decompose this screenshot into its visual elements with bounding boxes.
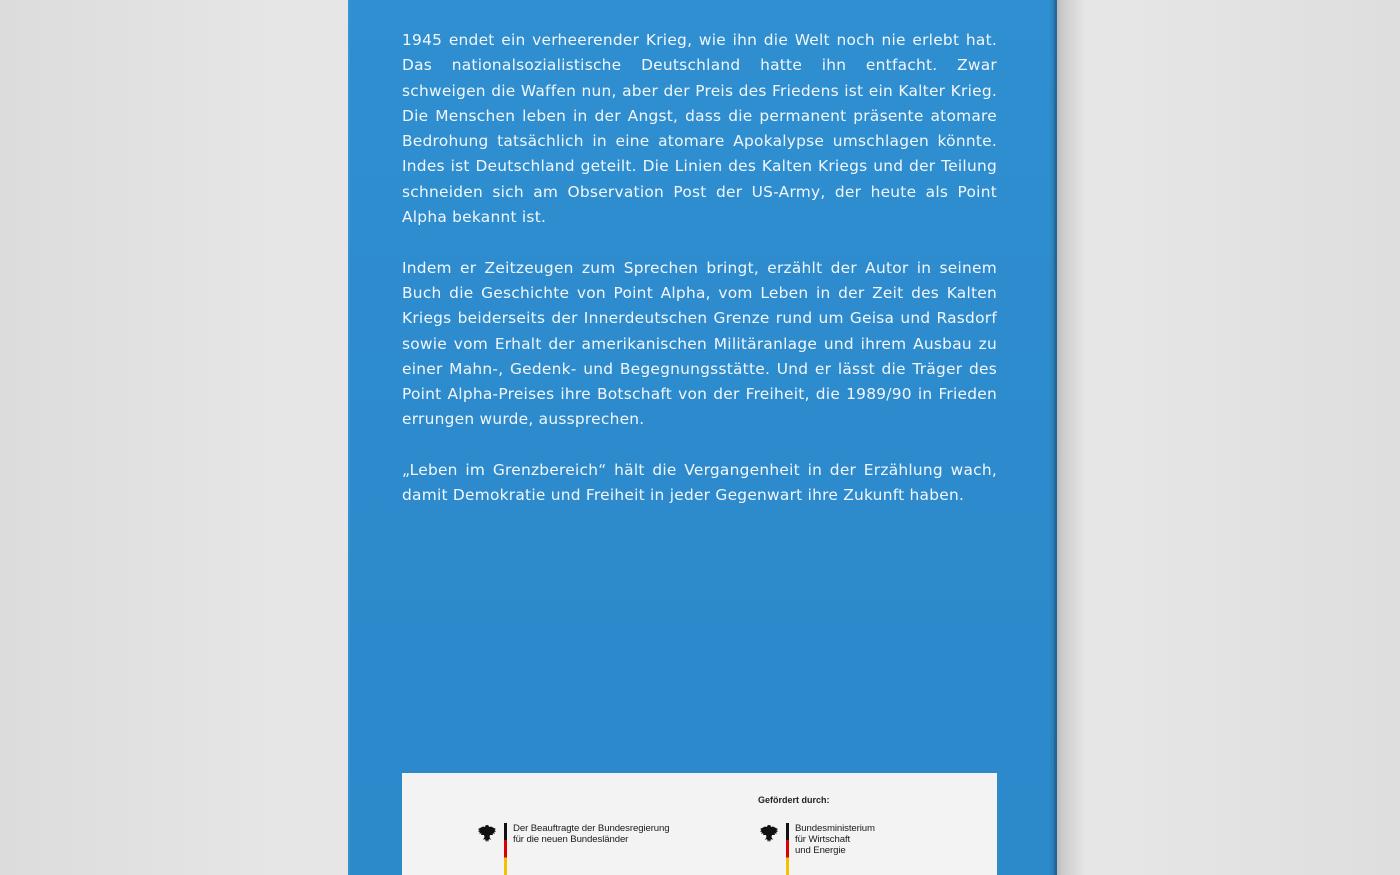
logo-beauftragte-line-2: für die neuen Bundesländer [513,834,629,845]
logo-bmwi-line-2: für Wirtschaft [795,834,851,845]
blurb-paragraph-1: 1945 endet ein verheerender Krieg, wie ihn die Welt noch nie erlebt hat. Das nationalsozialistische Deutschland hatte ihn entfacht. Zwar schweigen die Waffen nun, aber der Preis des Friedens ist ein Kalter Krieg. Die Menschen leben in der Angst, dass die permanent präsente atomare Bedrohung tatsächlich in eine atomare Apokalypse umschlagen könnte. Indes ist Deutschland geteilt. Die Linien des Kalten Kriegs und der Teilung schneiden sich am Observation Post der US-Army, der heute als Point Alpha bekannt ist. [402,31,997,227]
logo-beauftragte-line-1: Der Beauftragte der Bundesregierung [513,823,670,834]
sponsor-panel [402,773,997,875]
blurb-paragraph-2: Indem er Zeitzeugen zum Sprechen bringt, erzählt der Autor in seinem Buch die Geschichte von Point Alpha, vom Leben in der Zeit des Kalten Kriegs beiderseits der Innerdeutschen Grenze rund um Geisa und Rasdorf sowie vom Erhalt der amerikanischen Militäranlage und ihrem Ausbau zu einer Mahn-, Gedenk- und Begegnungsstätte. Und er lässt die Träger des Point Alpha-Preises ihre Botschaft von der Freiheit, die 1989/90 in Frieden errungen wurde, aussprechen. [402,258,997,429]
logo-beauftragte-text [513,823,670,845]
logo-bmwi-text [795,823,875,856]
german-flag-bar [786,823,789,875]
sponsor-label: Gefördert durch: [758,795,830,805]
logo-bmwi-line-3: und Energie [795,845,846,856]
federal-eagle-icon [476,823,498,845]
german-flag-bar [504,823,507,875]
blurb-paragraph-3: „Leben im Grenzbereich“ hält die Vergangenheit in der Erzählung wach, damit Demokratie und Freiheit in jeder Gegenwart ihre Zukunft haben. [402,461,997,505]
blurb-text [402,28,997,534]
cover-edge [1049,0,1057,875]
logo-bmwi-line-1: Bundesministerium [795,823,875,834]
book-back-cover [348,0,1057,875]
logo-bmwi [758,823,875,875]
federal-eagle-icon [758,823,780,845]
logo-beauftragte [476,823,670,875]
